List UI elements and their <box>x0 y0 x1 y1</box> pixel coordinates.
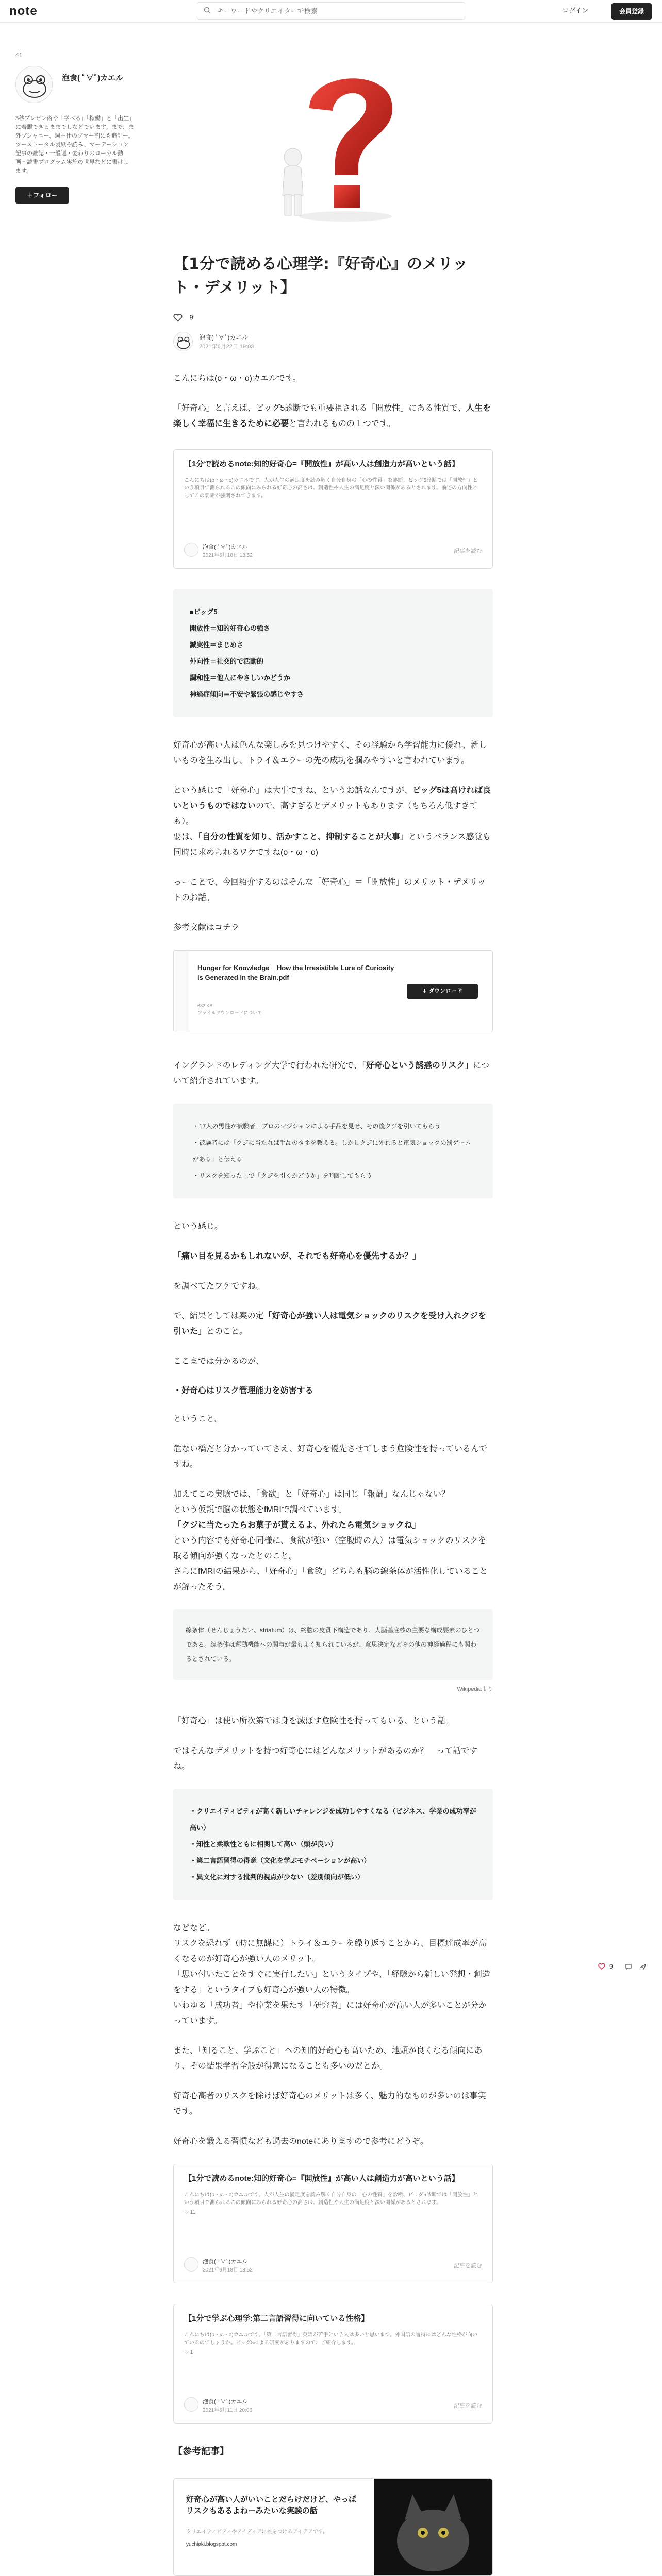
frog-avatar-icon <box>16 66 53 103</box>
share-icon[interactable] <box>639 1963 647 1972</box>
link-card-author: 泡食( ﾟ∀ﾟ)カエル <box>203 2399 248 2405</box>
download-icon: ⬇ <box>422 988 429 994</box>
author-avatar[interactable] <box>15 66 53 103</box>
related-article-card[interactable] <box>173 2478 493 2576</box>
download-button[interactable]: ⬇ ダウンロード <box>407 984 478 999</box>
link-card-likes: ♡ 11 <box>184 2210 196 2215</box>
link-card-title: 【1分で読めるnote:知的好奇心=『開放性』が高い人は創造力が高いという話】 <box>184 2174 459 2183</box>
para-study: イングランドのレディング大学で行われた研究で、「好奇心という誘惑のリスク」について紹介されています。 <box>173 1061 490 1086</box>
para-danger: 危ない橋だと分かっていてさえ、好奇心を優先させてしまう危険性を持っているんですね。 <box>173 1445 487 1469</box>
comment-icon[interactable] <box>625 1963 632 1972</box>
para-like-this: という感じ。 <box>173 1222 223 1231</box>
link-card-openness-2[interactable] <box>173 2164 493 2283</box>
follow-button[interactable] <box>15 187 69 204</box>
related-title: 好奇心が高い人がいいことだらけだけど、やっぱリスクもあるよねーみたいな実験の話 <box>186 2495 357 2515</box>
link-card-footer <box>184 2255 482 2276</box>
article-date: 2021年6月22日 19:03 <box>199 344 254 350</box>
merit-item: ・クリエイティビティが高く新しいチャレンジを成功しやすくなる（ビジネス、学業の成功率が高い） <box>190 1807 476 1832</box>
search-icon <box>204 7 211 14</box>
link-card-footer <box>184 2395 482 2416</box>
experiment-item: ・リスクを知った上で「クジを引くかどうか」を判断してもらう <box>193 1172 372 1179</box>
experiment-box <box>173 1104 493 1198</box>
para-big5-balance: という感じで「好奇心」は大事ですね、というお話なんですが、ビッグ5は高ければ良いというものではないので、高すぎるとデメリットもあります（もちろん低すぎても）。 要は、「自分の性質を知り、活かすこと、抑制することが大事」というバランス感覚も同時に求められるワケですね(o・ω・o) <box>173 786 491 857</box>
link-card-desc: こんにちは(o・ω・o)カエルです。人が人生の満足度を読み解く自分自身の「心の性質」を診断、ビッグ5診断では「開放性」という項目で測られるこの傾向にみられる好奇心の高さは、創造性や人生の満足度と深い関係があるとされます。 <box>184 2192 478 2206</box>
floating-actions <box>598 1963 655 1975</box>
big5-item: 調和性＝他人にやさしいかどうか <box>190 674 291 682</box>
para-intro: 「好奇心」と言えば、ビッグ5診断でも重要視される「開放性」にある性質で、人生を楽しく幸福に生きるために必要と言われるものの１つです。 <box>173 404 491 428</box>
link-card-footer <box>184 540 482 561</box>
para-result: で、結果としては案の定「好奇心が強い人は電気ショックのリスクを受け入れクジを引いた」とのこと。 <box>173 1312 487 1336</box>
merit-item: ・知性と柔軟性ともに相関して高い（頭が良い） <box>190 1840 338 1848</box>
para-merit-question: ではそんなデメリットを持つ好奇心にはどんなメリットがあるのか？ って話ですね。 <box>173 1747 478 1771</box>
pdf-embed <box>173 950 493 1032</box>
pdf-meta: 632 KB ファイルダウンロードについて <box>197 1003 262 1015</box>
link-card-openness[interactable] <box>173 449 493 569</box>
article-author-row <box>173 332 493 355</box>
float-heart-icon[interactable] <box>598 1963 605 1972</box>
note-logo[interactable]: note <box>9 4 38 18</box>
link-card-likes: ♡ 1 <box>184 2350 193 2355</box>
link-card-avatar <box>184 2397 198 2412</box>
para-merits-many: 好奇心高者のリスクを除けば好奇心のメリットは多く、魅力的なものが多いのは事実です。 <box>173 2092 486 2116</box>
para-greeting: こんにちは(o・ω・o)カエルです。 <box>173 374 301 383</box>
wikipedia-quote <box>173 1609 493 1680</box>
link-card-desc: こんにちは(o・ω・o)カエルです。人が人生の満足度を読み解く自分自身の「心の性質」を診断、ビッグ5診断では「開放性」という項目で測られるこの傾向にみられる好奇心の高さは、創造性や人生の満足度と深い関係があるとされます。前述の方向性としてこの要素が強調されてきます。 <box>184 478 478 499</box>
plus-icon: ＋ <box>27 192 34 199</box>
search-input[interactable] <box>216 3 458 19</box>
merit-item: ・第二言語習得の得意（文化を学ぶモチベーションが高い） <box>190 1857 371 1865</box>
para-curiosity-benefits: 好奇心が高い人は色んな楽しみを見つけやすく、その経験から学習能力に優れ、新しいものを生み出し、トライ＆エラーの先の成功を掴みやすいと言われています。 <box>173 741 487 765</box>
merit-item: ・異文化に対する批判的視点が少ない（差別傾向が低い） <box>190 1873 365 1881</box>
like-count: 9 <box>189 313 193 321</box>
login-button[interactable]: ログイン <box>562 7 589 14</box>
para-reference: 参考文献はコチラ <box>173 923 240 932</box>
cat-thumbnail-image <box>374 2479 492 2575</box>
link-card-date: 2021年6月18日 18:52 <box>203 553 253 558</box>
link-card-title: 【1分で学ぶ心理学:第二言語習得に向いている性格】 <box>184 2314 369 2323</box>
related-heading: 【参考記事】 <box>173 2446 229 2456</box>
quote-source: Wikipediaより <box>457 1686 493 1692</box>
link-card-second-language[interactable] <box>173 2304 493 2424</box>
question-mark-figure-illustration <box>237 46 433 242</box>
para-investigated: を調べてたワケですね。 <box>173 1282 264 1291</box>
big5-item: 誠実性＝まじめさ <box>190 641 244 649</box>
heart-icon[interactable] <box>173 313 183 323</box>
search-box[interactable] <box>197 2 465 20</box>
para-understood: ここまでは分かるのが、 <box>173 1357 264 1366</box>
pdf-title: Hunger for Knowledge _ How the Irresistible Lure of Curiosity is Generated in the Brain.pdf <box>197 964 394 981</box>
related-url: yuchiaki.blogspot.com <box>186 2541 237 2547</box>
related-desc: クリエイティビティやアイディアに差をつけるアイデアです。 <box>186 2529 328 2535</box>
link-card-title: 【1分で読めるnote:知的好奇心=『開放性』が高い人は創造力が高いという話】 <box>184 460 459 468</box>
para-fmri: 加えてこの実験では、「食欲」と「好奇心」は同じ「報酬」なんじゃない？ という仮説で脳の状態をfMRIで調べています。 「クジに当たったらお菓子が貰えるよ、外れたら電気ショックね」 という内容でも好奇心同様に、食欲が強い（空腹時の人）は電気ショックのリスクを取る傾向が強くなったとのこと。 さらにfMRIの結果から、「好奇心」「食欲」どちらも脳の線条体が活性化していることが解ったそう。 <box>173 1490 488 1591</box>
signup-button[interactable]: 会員登録 <box>611 3 652 20</box>
big5-item: 開放性＝知的好奇心の強さ <box>190 624 271 632</box>
link-card-date: 2021年6月11日 20:06 <box>203 2408 252 2413</box>
author-bio: 3秒プレゼン術や「学べる」「稼働」と「出生」に着眼できるままでしなどでいます。まで、ま外ブシャニー、週中仕のプマー割にも追記ー。ツーストータル製紙や読み、マーデーション記事の雑誌・一般連・変わりのローカル動画・読書プログラム実施の世界などに書けします。 <box>15 115 134 174</box>
quote-text: 線条体（せんじょうたい、striatum）は、終脳の皮質下構造であり、大脳基底核の主要な構成要素のひとつである。線条体は運動機能への関与が最もよく知られているが、意思決定などその他の神経過程にも関わるとされている。 <box>186 1626 480 1663</box>
merits-box <box>173 1789 493 1900</box>
link-card-avatar <box>184 543 198 557</box>
para-intellect: また、「知ること、学ぶこと」への知的好奇心も高いため、地頭が良くなる傾向にあり、その結果学習全般が得意になることも多いのだとか。 <box>173 2046 483 2071</box>
experiment-item: ・17人の男性が被験者。プロのマジシャンによる手品を見せ、その後クジを引いてもらう <box>193 1123 441 1130</box>
author-small-avatar[interactable] <box>173 332 193 351</box>
risk-heading: ・好奇心はリスク管理能力を妨害する <box>173 1386 313 1395</box>
related-thumbnail <box>374 2479 492 2575</box>
float-like-count: 9 <box>609 1963 613 1970</box>
para-past-notes: 好奇心を鍛える習慣なども過去のnoteにありますので参考にどうぞ。 <box>173 2137 428 2146</box>
follow-label: フォロー <box>33 192 58 199</box>
frog-avatar-icon <box>174 332 193 351</box>
big5-list-box <box>173 589 493 717</box>
author-name[interactable]: 泡食( ﾟ∀ﾟ)カエル <box>62 74 124 82</box>
sidebar-badge: 41 <box>15 52 23 59</box>
big5-item: 外向性＝社交的で活動的 <box>190 657 264 665</box>
article-title: 【1分で読める心理学:『好奇心』のメリット・デメリット】 <box>173 255 468 297</box>
para-that: ということ。 <box>173 1415 223 1423</box>
para-topic: っーことで、今回紹介するのはそんな「好奇心」＝「開放性」のメリット・デメリットのお話。 <box>173 878 486 902</box>
para-question: 「痛い目を見るかもしれないが、それでも好奇心を優先するか？」 <box>173 1252 421 1261</box>
experiment-item: ・被験者には「クジに当たれば手品のタネを教える。しかしクジに外れると電気ショックの罰ゲームがある」と伝える <box>193 1139 471 1163</box>
para-usage: 「好奇心」は使い所次第では身を滅ぼす危険性を持ってもいる、という話。 <box>173 1717 454 1725</box>
like-row <box>173 313 493 326</box>
author-sidebar <box>15 52 134 204</box>
article-author-name[interactable]: 泡食( ﾟ∀ﾟ)カエル <box>199 334 249 341</box>
para-etc: などなど。 リスクを恐れず（時に無謀に）トライ＆エラーを繰り返すことから、目標達成率が高くなるのが好奇心が強い人のメリット。 「思い付いたことをすぐに実行したい」というタイプや、「経験から新しい発想・創造をする」というタイプも好奇心が強い人の特徴。 いわゆる「成功者」や偉業を果たす「研究者」には好奇心が高い人が多いことが分かっています。 <box>173 1924 490 2025</box>
link-card-read-more[interactable]: 記事を読む <box>454 548 482 554</box>
hero-image <box>237 46 433 242</box>
link-card-read-more[interactable]: 記事を読む <box>454 2403 482 2409</box>
top-navigation-bar <box>0 0 662 23</box>
link-card-desc: こんにちは(o・ω・o)カエルです。「第二言語習得」英語が苦手という人は多いと思います。外国語の習得にはどんな性格が向いているのでしょうか。ビッグ5による研究がありますので、ご紹介します。 <box>184 2332 477 2346</box>
link-card-avatar <box>184 2257 198 2272</box>
big5-heading: ■ビッグ5 <box>190 608 218 616</box>
link-card-author: 泡食( ﾟ∀ﾟ)カエル <box>203 2259 248 2265</box>
link-card-date: 2021年6月18日 18:52 <box>203 2267 253 2273</box>
link-card-author: 泡食( ﾟ∀ﾟ)カエル <box>203 544 248 550</box>
big5-item: 神経症傾向＝不安や緊張の感じやすさ <box>190 690 304 698</box>
article-main <box>173 252 493 2576</box>
intro-emphasis: 人生を楽しく幸福に生きるために必要 <box>173 404 491 428</box>
link-card-read-more[interactable]: 記事を読む <box>454 2263 482 2269</box>
embed-side-bar <box>174 951 189 1032</box>
